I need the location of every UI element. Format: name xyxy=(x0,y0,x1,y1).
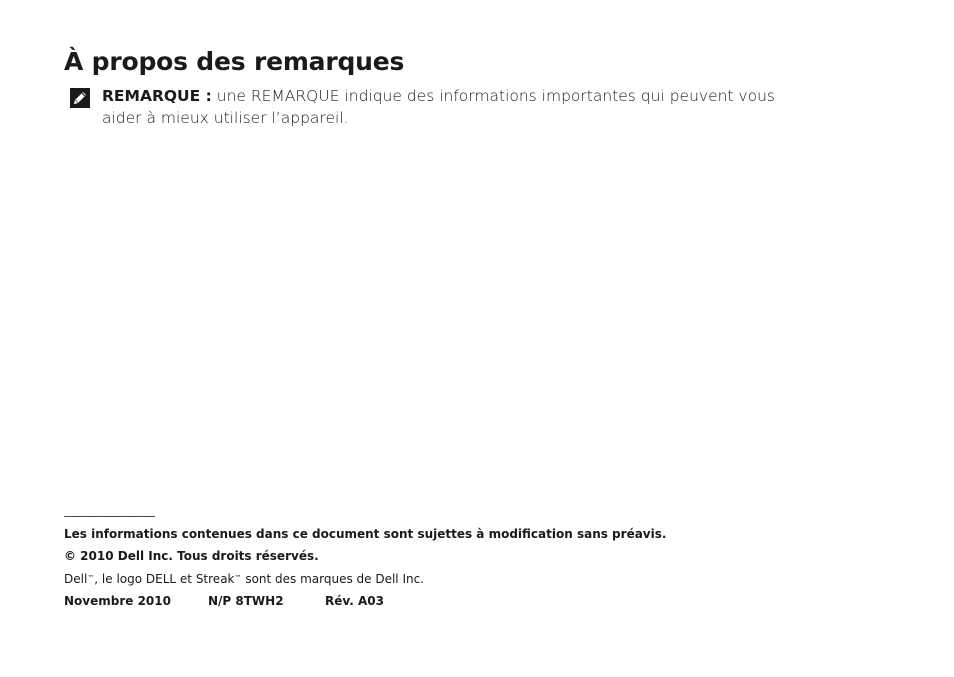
page-title: À propos des remarques xyxy=(64,47,405,76)
release-date: Novembre 2010 xyxy=(64,594,171,608)
trademark-dell: Dell xyxy=(64,572,88,586)
note-body-line1: une REMARQUE indique des informations importantes qui peuvent vous xyxy=(211,87,775,105)
note-label: REMARQUE : xyxy=(102,87,212,105)
note-body-line2: aider à mieux utiliser l’appareil. xyxy=(102,109,349,127)
note-block xyxy=(64,85,834,129)
release-info xyxy=(64,594,384,608)
part-number: N/P 8TWH2 xyxy=(208,594,284,608)
note-text xyxy=(102,85,775,129)
copyright-line: © 2010 Dell Inc. Tous droits réservés. xyxy=(64,549,319,563)
trademark-symbol: ™ xyxy=(234,574,242,582)
trademark-symbol: ™ xyxy=(87,574,95,582)
revision: Rév. A03 xyxy=(325,594,384,608)
pencil-note-icon xyxy=(70,88,90,108)
footer-divider: __________________ xyxy=(64,503,154,517)
trademark-mid: , le logo DELL et Streak xyxy=(94,572,235,586)
legal-footer xyxy=(64,503,884,608)
change-notice: Les informations contenues dans ce document sont sujettes à modification sans préavis. xyxy=(64,527,667,541)
trademark-end: sont des marques de Dell Inc. xyxy=(241,572,425,586)
trademark-line xyxy=(64,572,424,586)
